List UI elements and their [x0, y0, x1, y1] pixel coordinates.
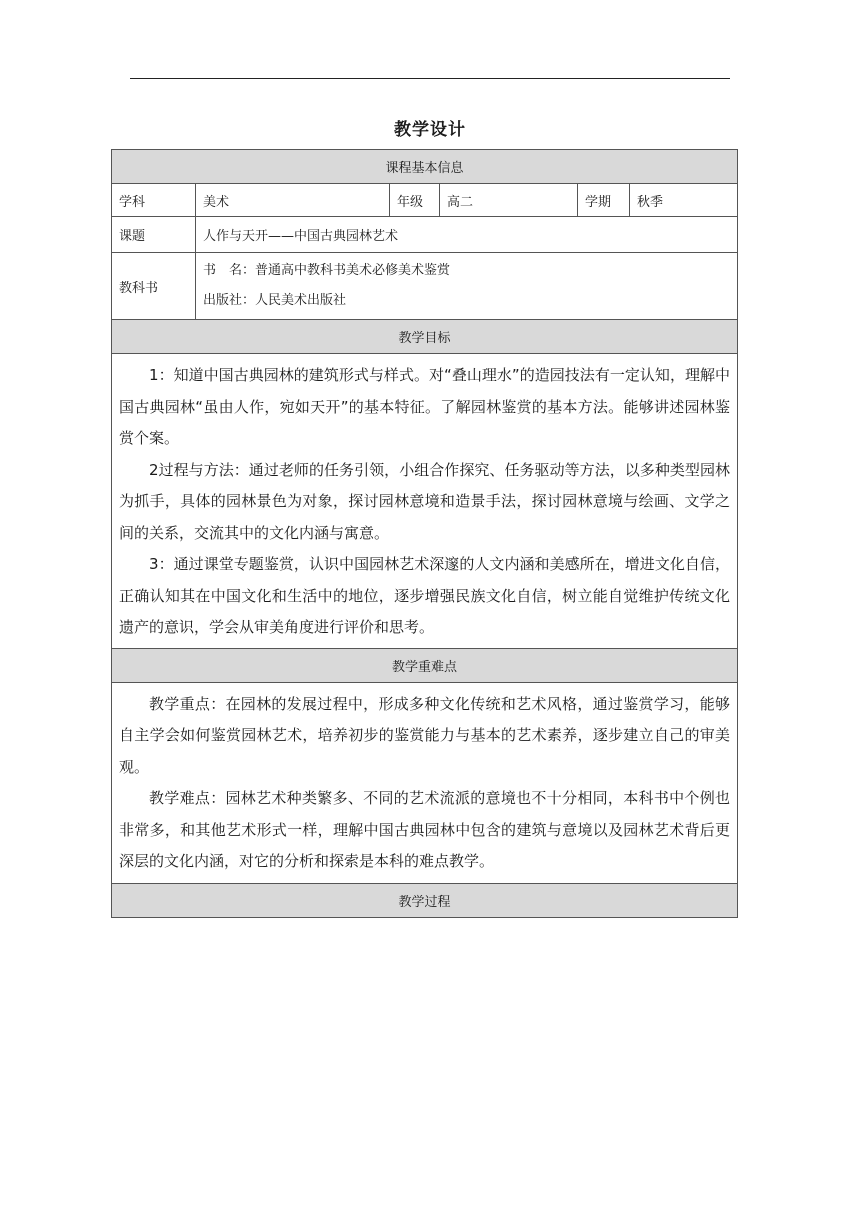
process-section-title: 教学过程 — [112, 883, 738, 917]
grade-label: 年级 — [390, 184, 440, 217]
term-label: 学期 — [578, 184, 630, 217]
lesson-plan-table — [111, 149, 738, 918]
header-rule — [130, 78, 730, 79]
objectives-body-row — [112, 354, 738, 649]
subject-grade-term-row — [112, 184, 738, 217]
textbook-row — [112, 253, 738, 320]
process-header-row — [112, 883, 738, 917]
objective-paragraph: 1：知道中国古典园林的建筑形式与样式。对“叠山理水”的造园技法有一定认知，理解中国古典园林“虽由人作，宛如天开”的基本特征。了解园林鉴赏的基本方法。能够讲述园林鉴赏个案。 — [119, 366, 731, 447]
objectives-header-row — [112, 320, 738, 354]
difficulty-paragraph: 教学难点：园林艺术种类繁多、不同的艺术流派的意境也不十分相同，本科书中个例也非常多，和其他艺术形式一样，理解中国古典园林中包含的建筑与意境以及园林艺术背后更深层的文化内涵，对它的分析和探索是本科的难点教学。 — [119, 789, 731, 870]
basic-info-section-title: 课程基本信息 — [112, 150, 738, 184]
objective-paragraph: 2过程与方法：通过老师的任务引领，小组合作探究、任务驱动等方法，以多种类型园林为抓手，具体的园林景色为对象，探讨园林意境和造景手法，探讨园林意境与绘画、文学之间的关系，交流其中的文化内涵与寓意。 — [119, 460, 731, 542]
key-points-body — [112, 682, 738, 883]
key-points-body-row — [112, 682, 738, 883]
textbook-label: 教科书 — [112, 253, 196, 320]
subject-label: 学科 — [112, 184, 196, 217]
topic-label: 课题 — [112, 217, 196, 253]
textbook-publisher: 出版社：人民美术出版社 — [203, 293, 347, 308]
topic-value: 人作与天开——中国古典园林艺术 — [196, 217, 738, 253]
subject-value: 美术 — [196, 184, 390, 217]
grade-value: 高二 — [440, 184, 578, 217]
objective-paragraph: 3：通过课堂专题鉴赏，认识中国园林艺术深邃的人文内涵和美感所在，增进文化自信，正确认知其在中国文化和生活中的地位，逐步增强民族文化自信，树立能自觉维护传统文化遗产的意识，学会从审美角度进行评价和思考。 — [119, 555, 731, 636]
basic-info-header-row — [112, 150, 738, 184]
topic-row — [112, 217, 738, 253]
objectives-section-title: 教学目标 — [112, 320, 738, 354]
key-points-header-row — [112, 648, 738, 682]
key-points-section-title: 教学重难点 — [112, 648, 738, 682]
term-value: 秋季 — [630, 184, 738, 217]
textbook-info — [196, 253, 738, 320]
document-title: 教学设计 — [394, 120, 466, 140]
objectives-body — [112, 354, 738, 649]
key-point-paragraph: 教学重点：在园林的发展过程中，形成多种文化传统和艺术风格，通过鉴赏学习，能够自主学会如何鉴赏园林艺术，培养初步的鉴赏能力与基本的艺术素养，逐步建立自己的审美观。 — [119, 694, 731, 776]
textbook-name: 书 名：普通高中教科书美术必修美术鉴赏 — [203, 263, 451, 278]
